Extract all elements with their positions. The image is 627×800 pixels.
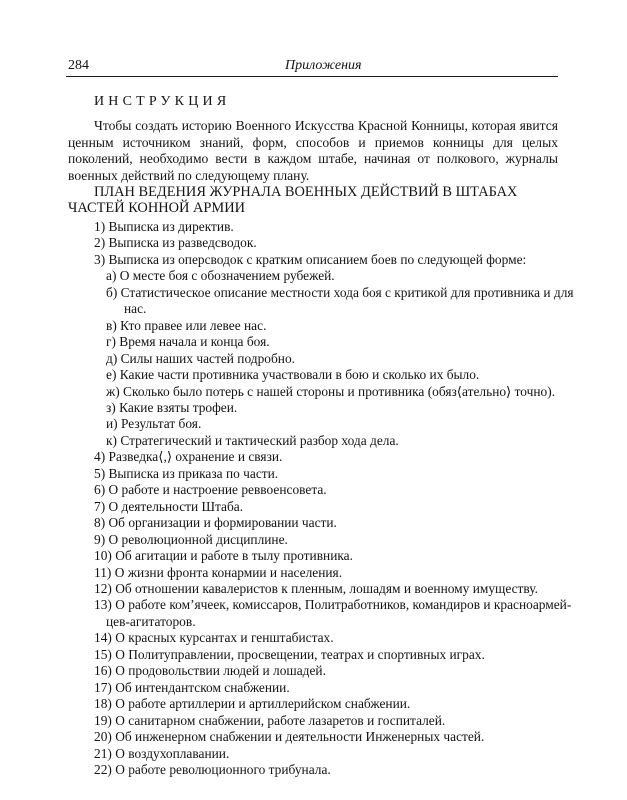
sub-item: в) Кто правее или левее нас.: [106, 317, 267, 333]
section-heading: ИНСТРУКЦИЯ: [94, 94, 231, 109]
list-item: 13) О работе ком’ячеек, комиссаров, Политработников, командиров и красноармей-: [94, 597, 572, 613]
list-item: 1) Выписка из директив.: [94, 219, 234, 234]
header-rule: [66, 76, 558, 77]
sub-item: е) Какие части противника участвовали в бою и сколько их было.: [106, 367, 480, 383]
list-item: 11) О жизни фронта конармии и населения.: [94, 564, 343, 580]
sub-item: и) Результат боя.: [106, 416, 202, 432]
list-item: 21) О воздухоплавании.: [94, 745, 230, 761]
page-number: 284: [68, 58, 89, 73]
sub-item: з) Какие взяты трофеи.: [106, 399, 238, 415]
sub-item: г) Время начала и конца боя.: [106, 334, 270, 350]
list-item: 10) Об агитации и работе в тылу противника.: [94, 548, 353, 564]
list-item: 2) Выписка из разведсводок.: [94, 235, 257, 251]
list-item: 8) Об организации и формировании части.: [94, 515, 337, 531]
list-item: 22) О работе революционного трибунала.: [94, 761, 331, 777]
sub-item: а) О месте боя с обозначением рубежей.: [106, 268, 335, 284]
sub-item: б) Статистическое описание местности хода боя с критикой для противника и для: [106, 284, 574, 300]
list-item: 17) Об интендантском снабжении.: [94, 679, 290, 695]
intro-paragraph: Чтобы создать историю Военного Искусства Красной Конницы, которая явится ценным источником знаний, форм, способов и приемов конницы для целых поколений, необходимо вести в каждом штабе, начиная от полкового, журналы военных действий по следующему плану.: [68, 118, 558, 183]
list-item: 19) О санитарном снабжении, работе лазаретов и госпиталей.: [94, 712, 446, 728]
list-item: 15) О Политуправлении, просвещении, театрах и спортивных играх.: [94, 646, 485, 662]
running-title: Приложения: [285, 58, 362, 73]
sub-item-continuation: нас.: [124, 301, 147, 317]
list-item: 4) Разведка⟨,⟩ охранение и связи.: [94, 449, 283, 465]
list-item: 20) Об инженерном снабжении и деятельности Инженерных частей.: [94, 729, 485, 745]
sub-item: к) Стратегический и тактический разбор хода дела.: [106, 432, 399, 448]
list-item: 12) Об отношении кавалеристов к пленным, лошадям и военному имуществу.: [94, 580, 538, 596]
plan-title: ПЛАН ВЕДЕНИЯ ЖУРНАЛА ВОЕННЫХ ДЕЙСТВИЙ В ШТАБАХ ЧАСТЕЙ КОННОЙ АРМИИ: [68, 184, 518, 217]
sub-item: ж) Сколько было потерь с нашей стороны и противника (обяз⟨ательно⟩ точно).: [106, 383, 556, 399]
list-item-continuation: цев-агитаторов.: [106, 613, 196, 629]
list-item: 7) О деятельности Штаба.: [94, 498, 244, 514]
list-item: 14) О красных курсантах и генштабистах.: [94, 630, 334, 646]
list-item: 16) О продовольствии людей и лошадей.: [94, 663, 326, 679]
list-item: 18) О работе артиллерии и артиллерийском снабжении.: [94, 696, 411, 712]
list-item: 5) Выписка из приказа по части.: [94, 465, 279, 481]
list-item: 6) О работе и настроение реввоенсовета.: [94, 482, 327, 498]
plan-list: [94, 219, 574, 778]
sub-item: д) Силы наших частей подробно.: [106, 350, 296, 366]
list-item: 9) О революционной дисциплине.: [94, 531, 288, 547]
list-item: 3) Выписка из оперсводок с кратким описанием боев по следующей форме:: [94, 251, 527, 267]
